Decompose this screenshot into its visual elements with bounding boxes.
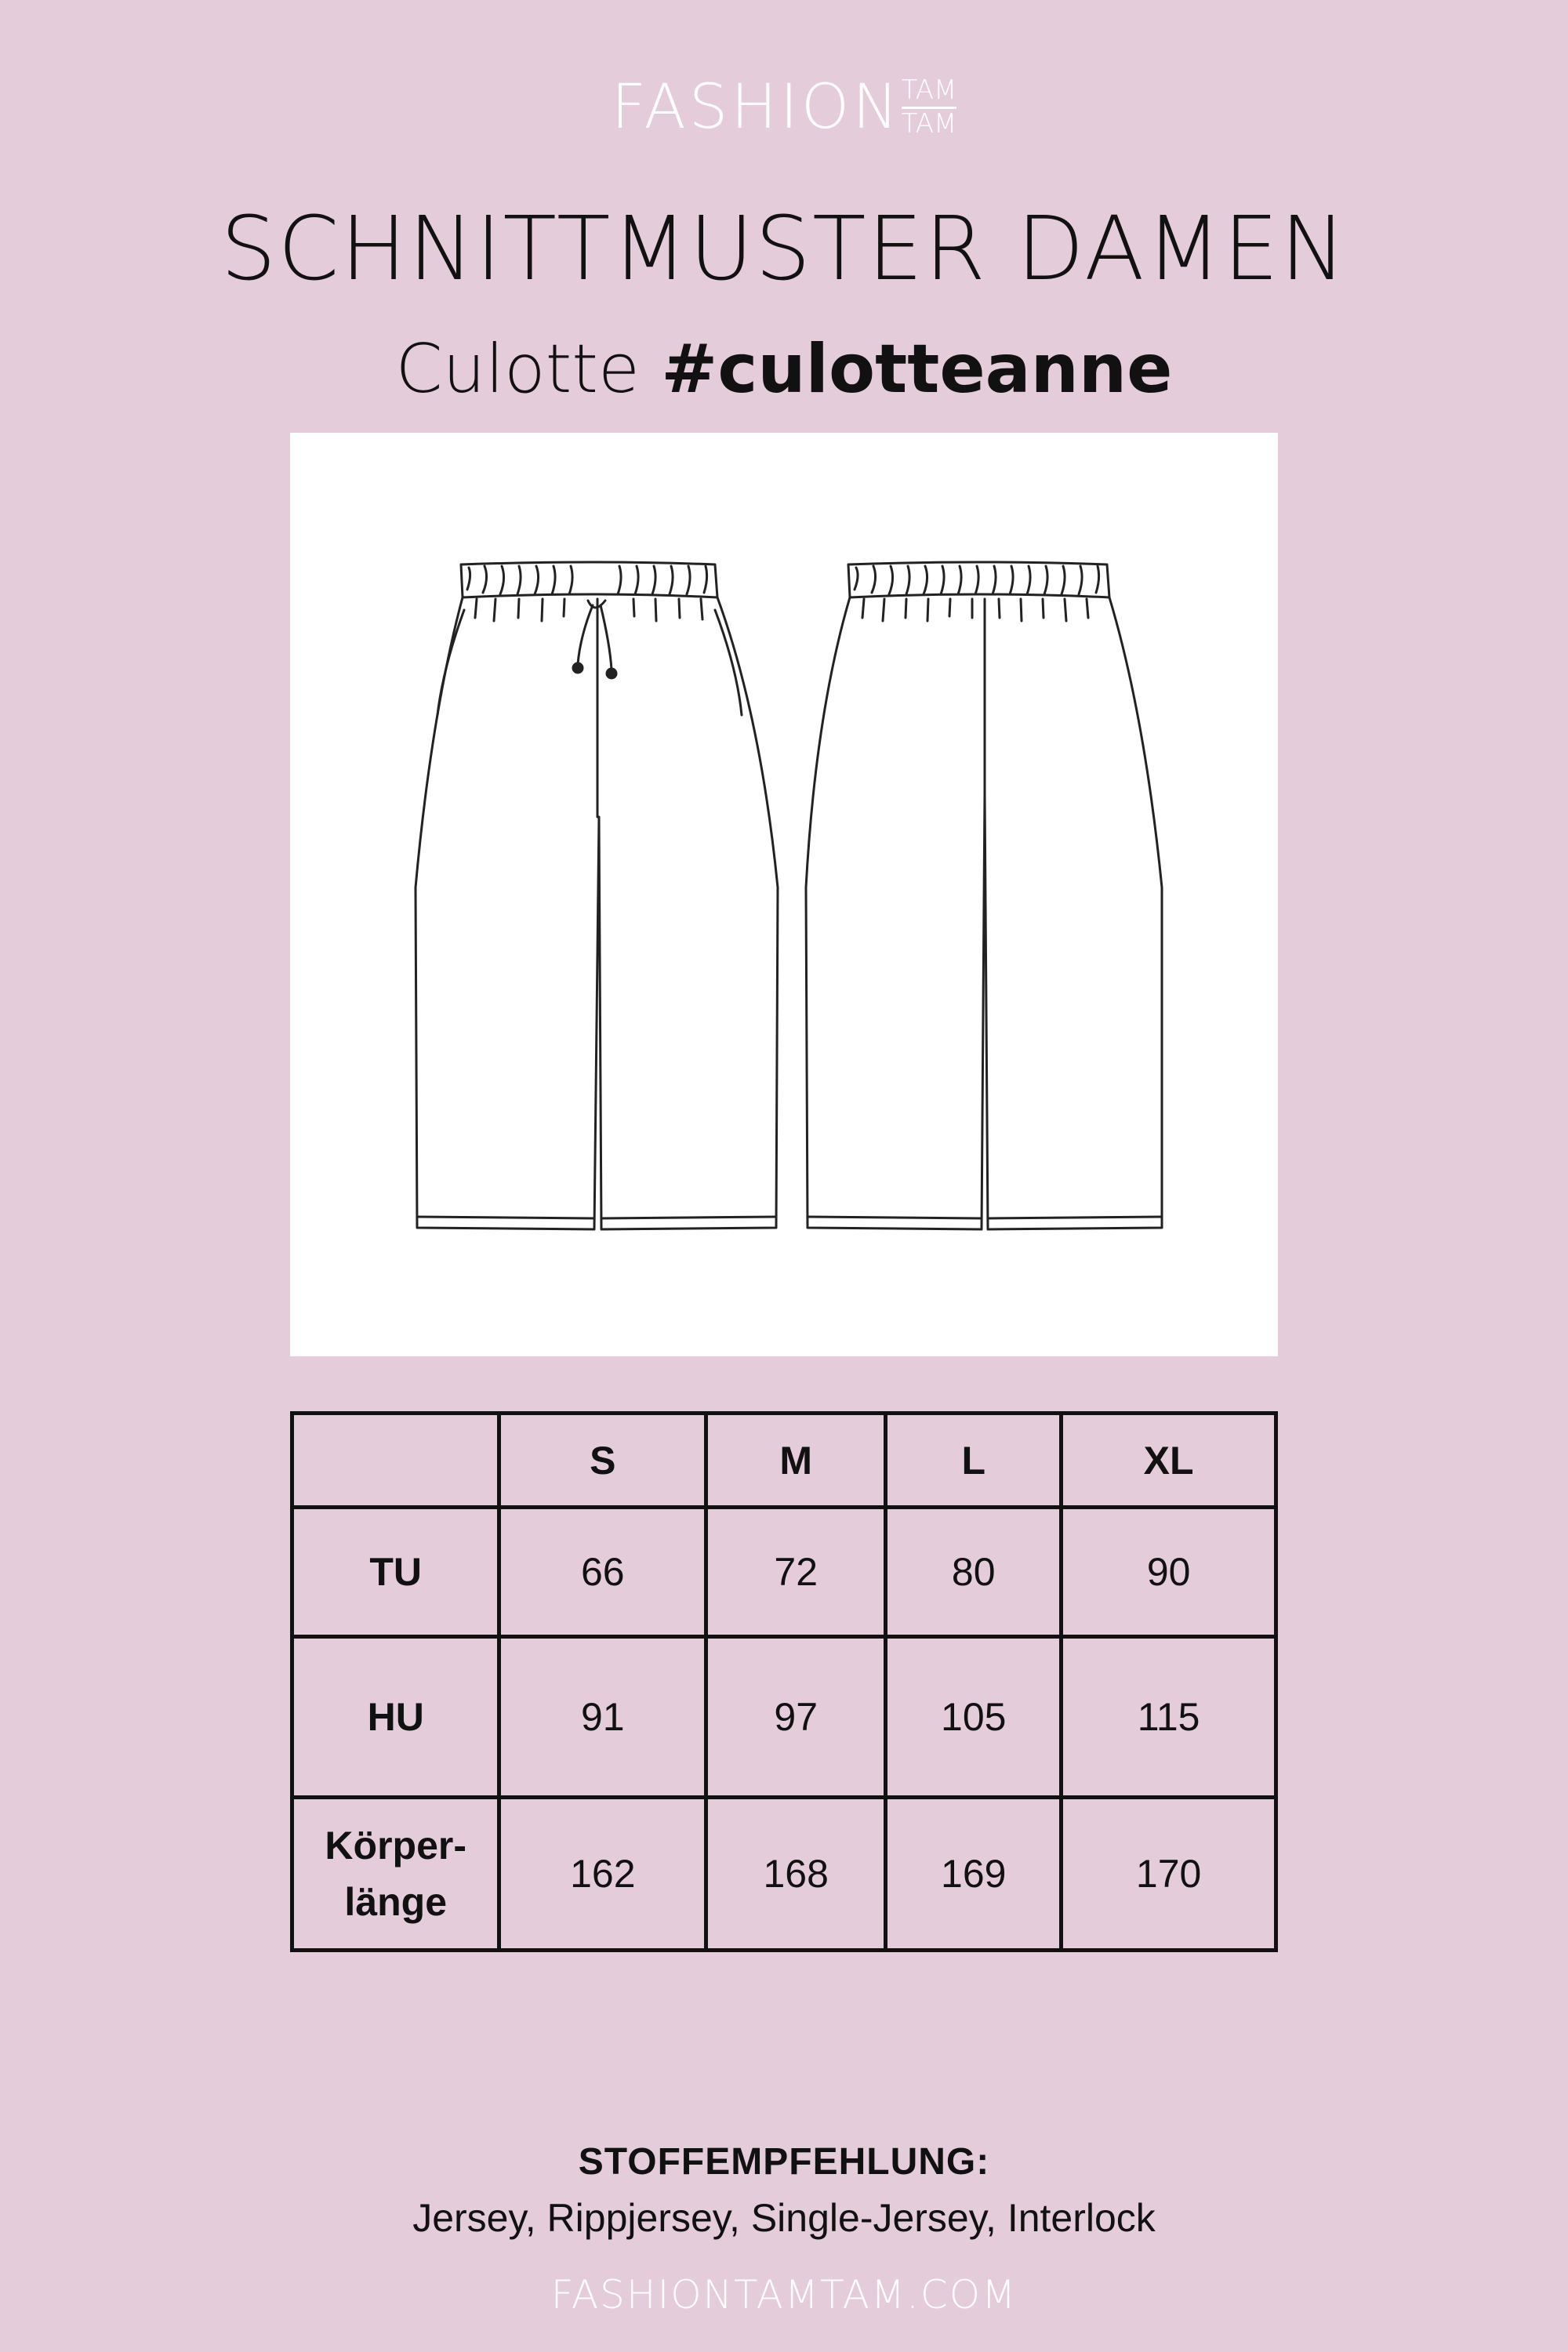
table-cell: 90 (1062, 1508, 1276, 1637)
table-row (292, 1798, 1276, 1951)
table-cell: 91 (499, 1637, 706, 1798)
table-cell: 97 (706, 1637, 886, 1798)
table-row (292, 1637, 1276, 1798)
back-view (806, 562, 1162, 1229)
front-view (416, 562, 778, 1229)
table-cell: 115 (1062, 1637, 1276, 1798)
table-header-empty (292, 1414, 499, 1508)
logo-stack-bottom: TAM (901, 107, 957, 140)
table-header-row (292, 1414, 1276, 1508)
subtitle-prefix: Culotte (395, 330, 662, 408)
table-cell: 105 (886, 1637, 1062, 1798)
row-label-tu (292, 1508, 499, 1637)
table-cell: 168 (706, 1798, 886, 1951)
table-cell: 72 (706, 1508, 886, 1637)
footer-website: FASHIONTAMTAM.COM (550, 2272, 1018, 2318)
logo-stack-top: TAM (902, 77, 957, 109)
page-title: SCHNITTMUSTER DAMEN (220, 198, 1348, 300)
logo-stack (901, 74, 957, 140)
subtitle-hashtag: #culotteanne (661, 330, 1173, 408)
fabric-recommendation-list: Jersey, Rippjersey, Single-Jersey, Interlock (412, 2196, 1156, 2240)
table-row (292, 1508, 1276, 1637)
technical-drawing-panel (290, 433, 1278, 1356)
logo-text: FASHION (611, 72, 902, 143)
brand-logo (0, 56, 1568, 158)
row-label-hu (292, 1637, 499, 1798)
table-cell: 162 (499, 1798, 706, 1951)
table-header-xl: XL (1062, 1414, 1276, 1508)
table-header-m: M (706, 1414, 886, 1508)
row-label-line: TU (369, 1549, 423, 1594)
page-subtitle (0, 330, 1568, 408)
row-label-line: länge (344, 1880, 448, 1924)
fabric-recommendation-title: STOFFEMPFEHLUNG: (578, 2141, 990, 2183)
table-cell: 66 (499, 1508, 706, 1637)
row-label-koerperlaenge (292, 1798, 499, 1951)
table-cell: 169 (886, 1798, 1062, 1951)
culotte-technical-drawing (290, 433, 1278, 1356)
table-cell: 170 (1062, 1798, 1276, 1951)
row-label-line: Körper- (325, 1823, 466, 1867)
table-cell: 80 (886, 1508, 1062, 1637)
table-header-l: L (886, 1414, 1062, 1508)
table-header-s: S (499, 1414, 706, 1508)
size-table (290, 1411, 1278, 1952)
row-label-line: HU (367, 1694, 424, 1739)
